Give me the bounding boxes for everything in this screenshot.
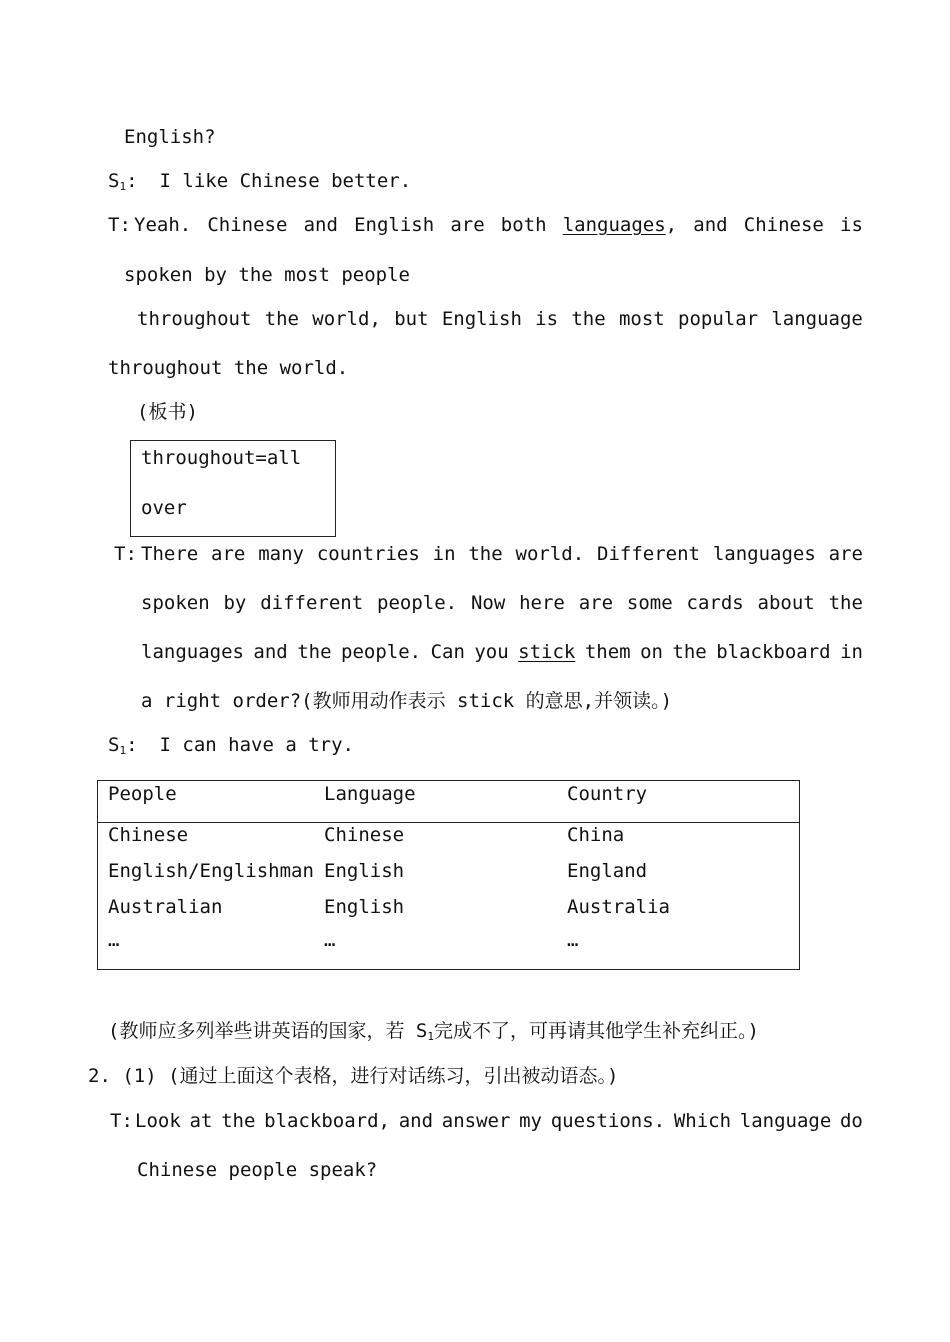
table-cell: Australian [108, 896, 223, 918]
section-item-2: 2. (1) (通过上面这个表格，进行对话练习，引出被动语态。) [88, 1065, 619, 1087]
speaker-subscript: 1 [119, 180, 127, 193]
dialogue-line-t2-row2 [141, 594, 863, 613]
teacher-note [108, 1022, 759, 1042]
word: but [394, 308, 429, 330]
dialogue-line-t2-row1 [141, 545, 863, 564]
word: you [474, 641, 509, 663]
blackboard-box [130, 440, 336, 537]
underlined-vocab-stick: stick [518, 641, 576, 663]
table-cell: England [567, 860, 648, 882]
word: and [693, 214, 728, 236]
word: Look [135, 1110, 181, 1132]
dialogue-line-t1-row3 [137, 310, 863, 329]
word: English [354, 214, 435, 236]
word: are [578, 592, 614, 614]
word: here [519, 592, 565, 614]
speaker-label-t1: T: [108, 214, 131, 236]
word: and [398, 1110, 434, 1132]
word: world. [515, 543, 585, 565]
word: languages [141, 641, 244, 663]
word: most [618, 308, 665, 330]
word: , [665, 214, 678, 236]
table-cell: … [108, 929, 120, 951]
table-cell: Chinese [324, 824, 405, 846]
table-cell: English [324, 896, 405, 918]
word: answer [441, 1110, 511, 1132]
blackboard-note-label: (板书) [137, 401, 198, 423]
dialogue-line-t3-row1 [135, 1112, 863, 1131]
word: Chinese [207, 214, 288, 236]
word: English [441, 308, 522, 330]
word: do [839, 1110, 863, 1132]
word: the [297, 641, 332, 663]
table-cell: Chinese [108, 824, 189, 846]
speaker-separator: : [126, 734, 138, 756]
table-cell: English [324, 860, 405, 882]
word: different [260, 592, 364, 614]
word: Yeah. [134, 214, 192, 236]
word: Which [673, 1110, 732, 1132]
dialogue-line-t1-row1 [134, 216, 863, 235]
word: throughout [137, 308, 252, 330]
word: in [840, 641, 863, 663]
speaker-label-t2: T: [114, 543, 137, 565]
speaker-label-t3: T: [110, 1110, 133, 1132]
word: people. [377, 592, 458, 614]
word: cards [686, 592, 744, 614]
speaker-label: S [108, 734, 120, 756]
word: some [626, 592, 673, 614]
word: Different [597, 543, 700, 565]
word: on [640, 641, 663, 663]
word: popular [678, 308, 759, 330]
table-cell: Australia [567, 896, 670, 918]
word: and [253, 641, 288, 663]
word: languages [712, 543, 816, 565]
dialogue-line-t3-row2: Chinese people speak? [137, 1159, 378, 1181]
word: the [672, 641, 707, 663]
dialogue-line-s1-a [108, 172, 411, 192]
dialogue-text: I like Chinese better. [159, 170, 412, 192]
word: is [840, 214, 863, 236]
word: blackboard, [264, 1110, 390, 1132]
word: Now [470, 592, 506, 614]
word: There [141, 543, 199, 565]
speaker-label: S [108, 170, 120, 192]
note-text: (教师应多列举些讲英语的国家，若 S [108, 1020, 428, 1042]
word: language [771, 308, 863, 330]
table-cell: … [324, 929, 336, 951]
dialogue-line-s1-b [108, 736, 354, 756]
word: the [571, 308, 606, 330]
speaker-subscript: 1 [119, 744, 127, 757]
table-header-people: People [108, 783, 177, 805]
box-line-1: throughout=all [141, 447, 302, 469]
word: people. [341, 641, 422, 663]
word: Can [430, 641, 465, 663]
underlined-vocab-languages: languages [562, 214, 666, 236]
word: my [519, 1110, 542, 1132]
word: them [584, 641, 631, 663]
word: and [303, 214, 338, 236]
note-subscript: 1 [427, 1030, 434, 1043]
note-text: 完成不了，可再请其他学生补充纠正。) [433, 1020, 759, 1042]
word: both [500, 214, 547, 236]
word: is [535, 308, 559, 330]
word: at [189, 1110, 213, 1132]
table-header-country: Country [567, 783, 648, 805]
word: Chinese [743, 214, 824, 236]
word: spoken [141, 592, 210, 614]
table-cell: China [567, 824, 625, 846]
word: by [223, 592, 247, 614]
text-line-english-question: English? [124, 126, 216, 148]
word: the [221, 1110, 256, 1132]
table-header-divider [98, 822, 799, 823]
word: are [450, 214, 485, 236]
dialogue-text: I can have a try. [159, 734, 354, 756]
table-cell: … [567, 929, 579, 951]
word: about [757, 592, 815, 614]
word: are [828, 543, 863, 565]
word: language [739, 1110, 832, 1132]
word: many [258, 543, 304, 565]
language-table [97, 780, 800, 970]
word: the [828, 592, 863, 614]
dialogue-line-t2-row3 [141, 643, 863, 662]
speaker-separator: : [126, 170, 138, 192]
word: countries [316, 543, 420, 565]
table-cell: English/Englishman [108, 860, 314, 882]
word: in [432, 543, 456, 565]
box-line-2: over [141, 497, 187, 519]
word: blackboard [716, 641, 831, 663]
word: the [468, 543, 503, 565]
dialogue-line-t2-row4: a right order?(教师用动作表示 stick 的意思,并领读。) [141, 690, 673, 712]
word: are [211, 543, 246, 565]
word: world, [312, 308, 381, 330]
table-header-language: Language [324, 783, 416, 805]
word: the [264, 308, 299, 330]
word: questions. [550, 1110, 666, 1132]
dialogue-line-t1-row2: spoken by the most people [124, 264, 410, 286]
dialogue-line-t1-row4: throughout the world. [108, 357, 349, 379]
